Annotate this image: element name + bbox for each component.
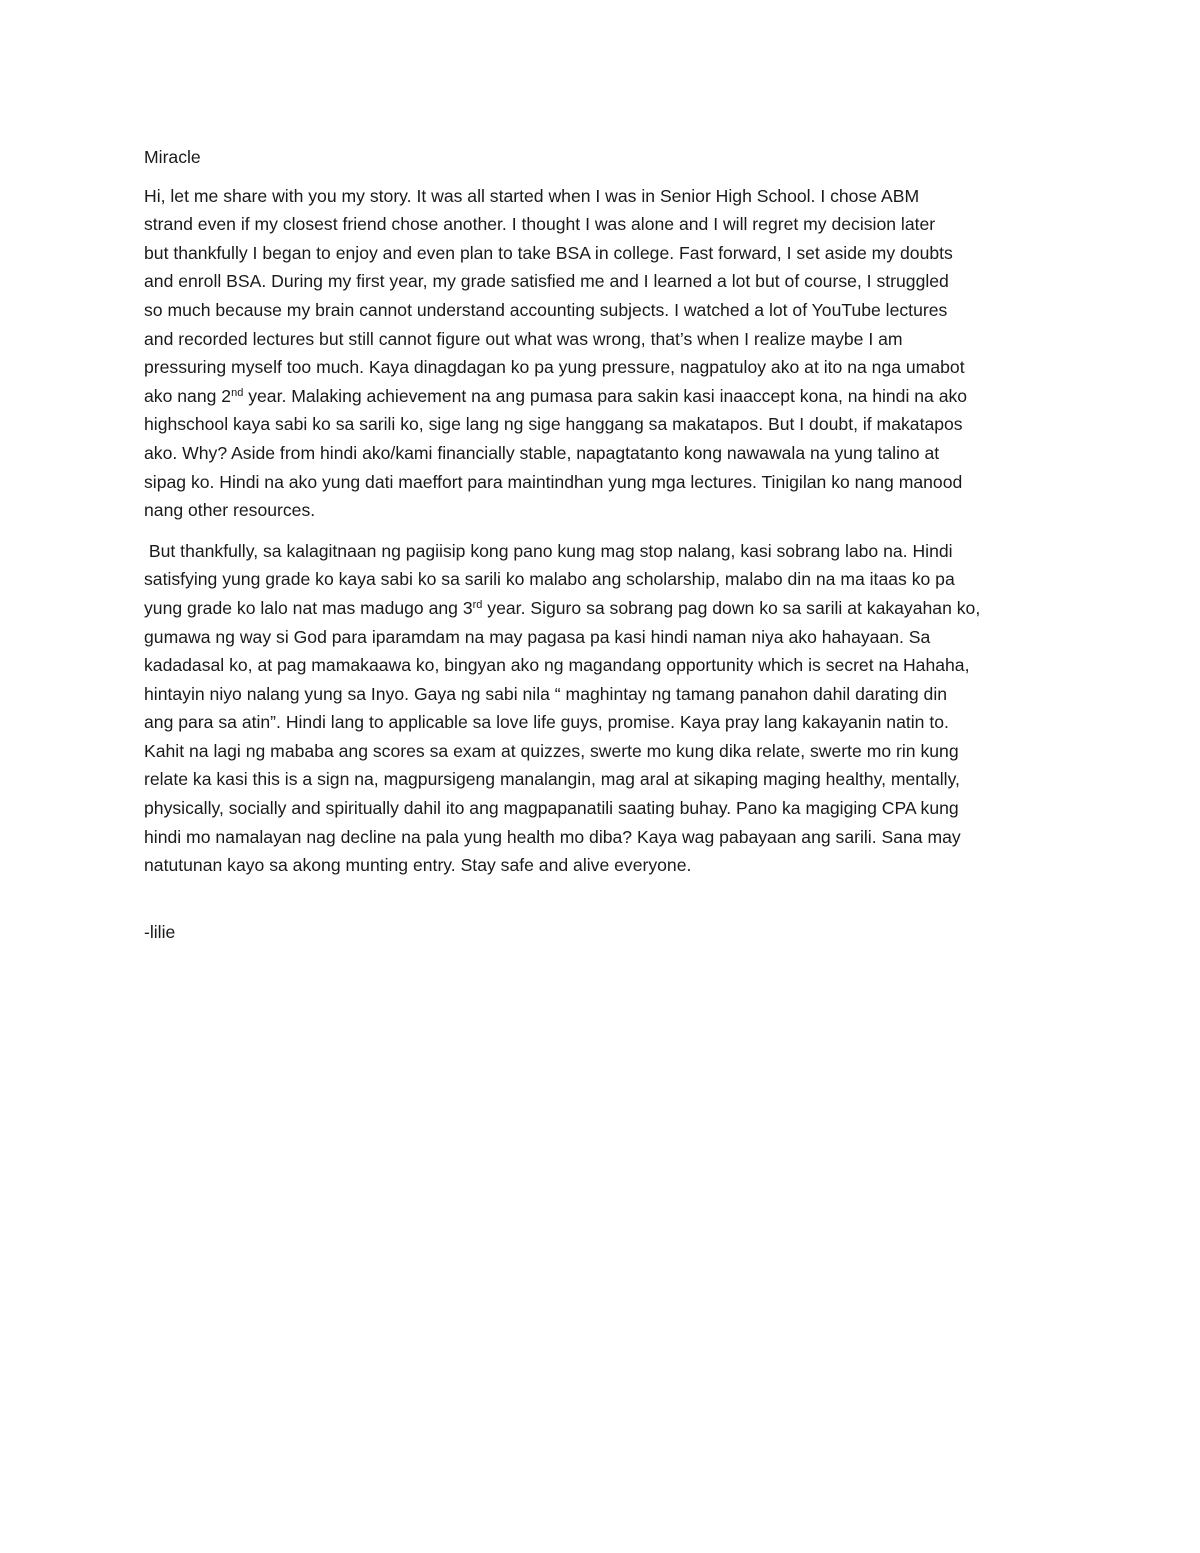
text-segment: ako nang 2 [144, 385, 232, 406]
text-line: physically, socially and spiritually dahil ito ang magpapanatili saating buhay. Pano ka magiging CPA kung [144, 798, 959, 819]
text-line: highschool kaya sabi ko sa sarili ko, sige lang ng sige hanggang sa makatapos. But I doubt, if makatapos [144, 414, 963, 435]
text-line: natutunan kayo sa akong munting entry. Stay safe and alive everyone. [144, 855, 692, 876]
signature: -lilie [144, 921, 176, 942]
ordinal-suffix: nd [231, 386, 244, 399]
text-line: Hi, let me share with you my story. It was all started when I was in Senior High School. I chose ABM [144, 185, 920, 206]
text-line [144, 594, 1064, 623]
ordinal-suffix: rd [472, 598, 483, 611]
text-line: hintayin niyo nalang yung sa Inyo. Gaya ng sabi nila “ maghintay ng tamang panahon dahil darating din [144, 683, 948, 704]
paragraph-2 [144, 537, 1064, 880]
text-line: relate ka kasi this is a sign na, magpursigeng manalangin, mag aral at sikaping maging healthy, mentally, [144, 769, 960, 790]
text-segment: yung grade ko lalo nat mas madugo ang 3 [144, 597, 473, 618]
text-line: hindi mo namalayan nag decline na pala yung health mo diba? Kaya wag pabayaan ang sarili. Sana may [144, 826, 961, 847]
text-line: ako. Why? Aside from hindi ako/kami financially stable, napagtatanto kong nawawala na yung talino at [144, 442, 940, 463]
text-line: strand even if my closest friend chose another. I thought I was alone and I will regret my decision later [144, 214, 936, 235]
text-line [144, 382, 1064, 411]
text-line: kadadasal ko, at pag mamakaawa ko, bingyan ako ng magandang opportunity which is secret na Hahaha, [144, 655, 970, 676]
text-segment: year. Malaking achievement na ang pumasa para sakin kasi inaaccept kona, na hindi na ako [243, 385, 968, 406]
text-line: and recorded lectures but still cannot figure out what was wrong, that’s when I realize maybe I am [144, 328, 903, 349]
text-line: satisfying yung grade ko kaya sabi ko sa sarili ko malabo ang scholarship, malabo din na ma itaas ko pa [144, 569, 955, 590]
paragraph-1 [144, 182, 1064, 525]
text-line: ang para sa atin”. Hindi lang to applicable sa love life guys, promise. Kaya pray lang kakayanin natin to. [144, 712, 949, 733]
text-line: and enroll BSA. During my first year, my grade satisfied me and I learned a lot but of course, I struggled [144, 271, 949, 292]
text-line: gumawa ng way si God para iparamdam na may pagasa pa kasi hindi naman niya ako hahayaan. Sa [144, 626, 931, 647]
document-title: Miracle [144, 147, 201, 167]
text-line: sipag ko. Hindi na ako yung dati maeffort para maintindhan yung mga lectures. Tinigilan ko nang manood [144, 471, 963, 492]
text-line: But thankfully, sa kalagitnaan ng pagiisip kong pano kung mag stop nalang, kasi sobrang labo na. Hindi [144, 540, 953, 561]
text-line: Kahit na lagi ng mababa ang scores sa exam at quizzes, swerte mo kung dika relate, swerte mo rin kung [144, 740, 959, 761]
document-body [144, 143, 1064, 946]
text-line: so much because my brain cannot understand accounting subjects. I watched a lot of YouTube lectures [144, 299, 948, 320]
text-line: nang other resources. [144, 500, 316, 521]
text-line: but thankfully I began to enjoy and even plan to take BSA in college. Fast forward, I set aside my doubts [144, 242, 953, 263]
text-segment: year. Siguro sa sobrang pag down ko sa sarili at kakayahan ko, [482, 597, 981, 618]
text-line: pressuring myself too much. Kaya dinagdagan ko pa yung pressure, nagpatuloy ako at ito na nga umabot [144, 357, 965, 378]
